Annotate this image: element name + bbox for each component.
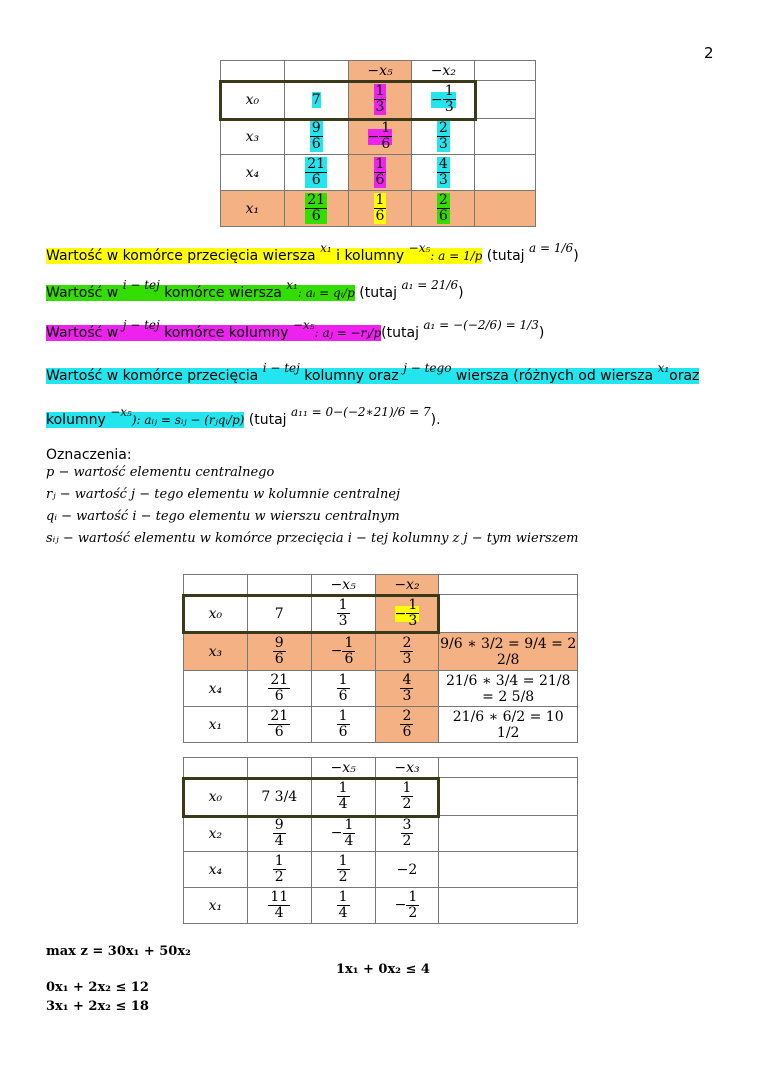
frac: $\frac{1}{3}$ [375, 83, 385, 115]
rule-3: Wartość w j − tej komórce kolumny −x₅: aⱼ = −rⱼ/p(tutaj a₁ = −(−2/6) = 1/3) [46, 318, 545, 341]
rule-4a: Wartość w komórce przecięcia i − tej kolumny oraz j − tego wiersza (różnych od wiersza x₁oraz [46, 361, 700, 384]
row-label: x₁ [184, 707, 248, 743]
row-label: x₀ [221, 81, 285, 119]
calc-cell: 21/6 ∗ 6/2 = 10 1/2 [439, 707, 578, 743]
cell: $\frac{21}{6}$ [284, 155, 348, 191]
header-empty [284, 61, 348, 81]
rule-2: Wartość w i − tej komórce wiersza x₁: aᵢ = qᵢ/p (tutaj a₁ = 21/6) [46, 278, 464, 301]
rule-1: Wartość w komórce przecięcia wiersza x₁ i kolumny −x₅: a = 1/p (tutaj a = 1/6) [46, 241, 579, 264]
header-col-x3: −x₃ [375, 758, 439, 778]
constraint-2: 3x₁ + 2x₂ ≤ 18 [46, 999, 149, 1014]
cell [475, 119, 536, 155]
legend-title: Oznaczenia: [46, 447, 132, 463]
simplex-table-2: −x₅ −x₂ x₀ 7 $\frac{1}{3}$ − $\frac{1}{3}$ x₃ $\frac{9}{6}$ − $\frac{1}{6}$ $\frac{2}{3}$ 9/6 ∗ 3/2 = 9/4 = 2 2/8 x₄ $\frac{21}{6}$ $\frac{1}{6}$ $\frac{4}{3}$ 21/6 ∗ 3/4 = 21/8 = 2 5/8 x₁ $\frac{21}{6}$ $\frac{1}{6}$ $\frac{2}{6}$ 21/6 ∗ 6/2 = 10 1/2 [183, 574, 578, 743]
row-label: x₃ [184, 633, 248, 671]
header-empty [221, 61, 285, 81]
cell [284, 81, 348, 119]
cell-value: 7 3/4 [247, 778, 311, 816]
row-label: x₂ [184, 816, 248, 852]
row-label: x₁ [221, 191, 285, 227]
legend-item: rⱼ − wartość j − tego elementu w kolumnie centralnej [46, 487, 401, 502]
calc-cell: 21/6 ∗ 3/4 = 21/8 = 2 5/8 [439, 671, 578, 707]
frac: $\frac{1}{3}$ [444, 83, 454, 115]
cell: $\frac{9}{6}$ [284, 119, 348, 155]
cell: $\frac{1}{6}$ [348, 155, 412, 191]
header-col-x5: −x₅ [311, 758, 375, 778]
row-label: x₃ [221, 119, 285, 155]
constraint-1: 0x₁ + 2x₂ ≤ 12 [46, 980, 149, 995]
cell: $\frac{21}{6}$ [284, 191, 348, 227]
header-col-x5: −x₅ [348, 61, 412, 81]
constraint-0: 1x₁ + 0x₂ ≤ 4 [336, 962, 430, 977]
cell-value: 7 [247, 595, 311, 633]
calc-cell: 9/6 ∗ 3/2 = 9/4 = 2 2/8 [439, 633, 578, 671]
row-label: x₄ [184, 671, 248, 707]
row-label: x₄ [184, 852, 248, 888]
row-label: x₀ [184, 595, 248, 633]
legend-item: qᵢ − wartość i − tego elementu w wierszu centralnym [46, 509, 400, 524]
cell: − $\frac{1}{3}$ [412, 81, 475, 119]
objective: max z = 30x₁ + 50x₂ [46, 944, 191, 959]
row-label: x₀ [184, 778, 248, 816]
cell: $\frac{1}{6}$ [348, 191, 412, 227]
cell [348, 81, 412, 119]
cell: $\frac{4}{3}$ [412, 155, 475, 191]
row-label: x₁ [184, 888, 248, 924]
legend-item: p − wartość elementu centralnego [46, 465, 275, 480]
cell [475, 191, 536, 227]
page-number: 2 [704, 44, 714, 62]
simplex-table-1 [220, 60, 536, 227]
cell: $\frac{2}{3}$ [412, 119, 475, 155]
cell [475, 81, 536, 119]
rule-4b: kolumny −x₅): aᵢⱼ = sᵢⱼ − (rⱼqᵢ/p) (tutaj a₁₁ = 0−(−2∗21)/6 = 7). [46, 405, 441, 428]
header-col-x2: −x₂ [412, 61, 475, 81]
header-empty [475, 61, 536, 81]
legend-item: sᵢⱼ − wartość elementu w komórce przecięcia i − tej kolumny z j − tym wierszem [46, 531, 579, 546]
cell-value: −2 [375, 852, 439, 888]
header-col-x2: −x₂ [375, 575, 439, 595]
cell: $\frac{2}{6}$ [412, 191, 475, 227]
cell [475, 155, 536, 191]
row-label: x₄ [221, 155, 285, 191]
cell: − $\frac{1}{6}$ [348, 119, 412, 155]
simplex-table-3: −x₅ −x₃ x₀ 7 3/4 $\frac{1}{4}$ $\frac{1}{2}$ x₂ $\frac{9}{4}$ − $\frac{1}{4}$ $\frac{3}{2}$ x₄ $\frac{1}{2}$ $\frac{1}{2}$ −2 x₁ $\frac{11}{4}$ $\frac{1}{4}$ − $\frac{1}{2}$ [183, 757, 578, 924]
header-col-x5: −x₅ [311, 575, 375, 595]
cell-value: 7 [311, 91, 321, 108]
